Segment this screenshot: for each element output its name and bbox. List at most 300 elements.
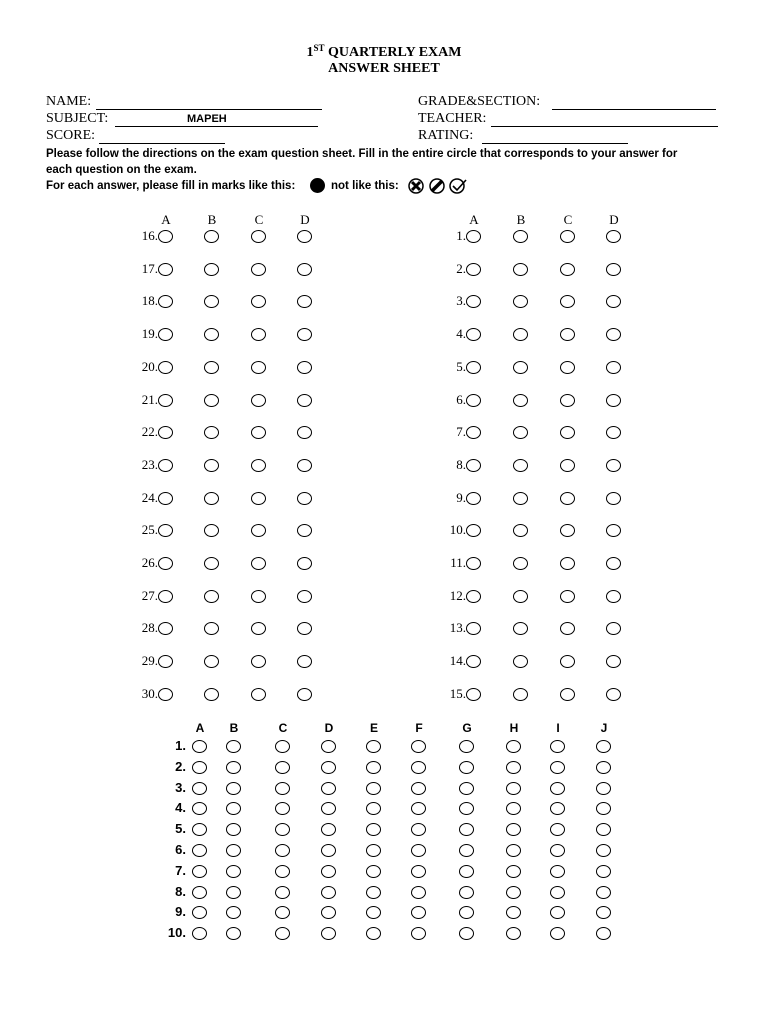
answer-bubble-g[interactable] [459, 865, 474, 878]
name-field[interactable] [96, 109, 322, 110]
answer-bubble-e[interactable] [366, 906, 381, 919]
answer-bubble-b[interactable] [513, 394, 528, 407]
answer-bubble-j[interactable] [596, 761, 611, 774]
answer-bubble-j[interactable] [596, 740, 611, 753]
answer-bubble-c[interactable] [560, 590, 575, 603]
answer-bubble-b[interactable] [226, 844, 241, 857]
grade-section-field[interactable] [552, 109, 716, 110]
answer-bubble-h[interactable] [506, 740, 521, 753]
answer-bubble-b[interactable] [226, 782, 241, 795]
question-number: 29. [141, 653, 158, 669]
question-number: 18. [141, 293, 158, 309]
answer-bubble-a[interactable] [192, 865, 207, 878]
answer-bubble-b[interactable] [226, 865, 241, 878]
answer-bubble-b[interactable] [513, 426, 528, 439]
answer-bubble-a[interactable] [158, 622, 173, 635]
answer-bubble-c[interactable] [251, 524, 266, 537]
score-field[interactable] [99, 143, 225, 144]
answer-bubble-d[interactable] [321, 844, 336, 857]
answer-bubble-a[interactable] [158, 230, 173, 243]
question-number: 5. [175, 821, 186, 837]
answer-bubble-f[interactable] [411, 927, 426, 940]
answer-bubble-b[interactable] [513, 622, 528, 635]
answer-bubble-f[interactable] [411, 761, 426, 774]
choice-header-c: C [278, 721, 288, 735]
answer-bubble-a[interactable] [192, 761, 207, 774]
answer-bubble-b[interactable] [226, 927, 241, 940]
answer-bubble-f[interactable] [411, 886, 426, 899]
question-number: 9. [456, 489, 466, 505]
answer-bubble-d[interactable] [606, 328, 621, 341]
answer-bubble-d[interactable] [606, 394, 621, 407]
answer-bubble-a[interactable] [158, 394, 173, 407]
answer-bubble-j[interactable] [596, 802, 611, 815]
title-main: QUARTERLY EXAM [328, 45, 462, 60]
answer-bubble-c[interactable] [560, 655, 575, 668]
answer-bubble-d[interactable] [297, 655, 312, 668]
answer-bubble-j[interactable] [596, 906, 611, 919]
answer-bubble-c[interactable] [275, 865, 290, 878]
answer-bubble-g[interactable] [459, 802, 474, 815]
answer-bubble-c[interactable] [251, 426, 266, 439]
answer-bubble-c[interactable] [560, 230, 575, 243]
question-number: 21. [141, 391, 158, 407]
question-number: 6. [175, 842, 186, 857]
answer-bubble-d[interactable] [606, 557, 621, 570]
answer-bubble-d[interactable] [321, 886, 336, 899]
answer-bubble-d[interactable] [606, 590, 621, 603]
answer-bubble-a[interactable] [466, 459, 481, 472]
answer-bubble-b[interactable] [513, 590, 528, 603]
answer-bubble-e[interactable] [366, 844, 381, 857]
answer-bubble-a[interactable] [466, 492, 481, 505]
answer-bubble-a[interactable] [466, 426, 481, 439]
answer-bubble-j[interactable] [596, 823, 611, 836]
answer-bubble-c[interactable] [251, 590, 266, 603]
answer-bubble-a[interactable] [192, 886, 207, 899]
answer-bubble-d[interactable] [321, 823, 336, 836]
answer-bubble-e[interactable] [366, 927, 381, 940]
choice-header-d: D [609, 212, 619, 227]
question-number: 24. [141, 489, 158, 505]
question-number: 25. [141, 522, 158, 538]
answer-bubble-d[interactable] [321, 802, 336, 815]
answer-bubble-d[interactable] [297, 622, 312, 635]
grade-section-label: GRADE&SECTION: [418, 94, 541, 109]
answer-bubble-i[interactable] [550, 802, 565, 815]
answer-bubble-d[interactable] [321, 782, 336, 795]
answer-bubble-a[interactable] [158, 688, 173, 701]
answer-bubble-a[interactable] [158, 492, 173, 505]
question-number: 19. [141, 326, 158, 342]
answer-bubble-e[interactable] [366, 886, 381, 899]
question-number: 26. [141, 555, 158, 570]
answer-bubble-b[interactable] [204, 688, 219, 701]
answer-bubble-b[interactable] [513, 361, 528, 374]
answer-bubble-j[interactable] [596, 844, 611, 857]
question-number: 7. [456, 424, 466, 440]
answer-bubble-b[interactable] [204, 361, 219, 374]
answer-bubble-b[interactable] [204, 426, 219, 439]
answer-bubble-f[interactable] [411, 823, 426, 836]
answer-bubble-c[interactable] [251, 263, 266, 276]
answer-bubble-a[interactable] [466, 361, 481, 374]
answer-bubble-c[interactable] [251, 459, 266, 472]
answer-bubble-c[interactable] [275, 823, 290, 836]
answer-bubble-c[interactable] [560, 361, 575, 374]
answer-bubble-b[interactable] [204, 328, 219, 341]
answer-bubble-a[interactable] [466, 295, 481, 308]
question-number: 2. [175, 758, 186, 774]
choice-header-i: I [556, 721, 560, 735]
question-number: 4. [175, 800, 186, 816]
choice-header-g: G [462, 721, 472, 735]
answer-bubble-d[interactable] [606, 492, 621, 505]
choice-header-d: D [300, 212, 310, 227]
filled-circle-icon [310, 178, 325, 193]
question-number: 13. [449, 620, 466, 636]
question-number: 27. [141, 587, 158, 603]
question-number: 1. [456, 228, 466, 243]
teacher-label: TEACHER: [418, 111, 487, 126]
answer-bubble-c[interactable] [275, 802, 290, 815]
answer-bubble-e[interactable] [366, 782, 381, 795]
answer-bubble-b[interactable] [204, 590, 219, 603]
answer-bubble-g[interactable] [459, 906, 474, 919]
answer-bubble-c[interactable] [560, 328, 575, 341]
choice-header-b: B [207, 212, 217, 227]
answer-bubble-j[interactable] [596, 865, 611, 878]
x-mark-icon [409, 179, 423, 193]
answer-bubble-b[interactable] [204, 263, 219, 276]
answer-bubble-d[interactable] [606, 263, 621, 276]
question-number: 11. [450, 555, 466, 570]
answer-bubble-f[interactable] [411, 782, 426, 795]
answer-bubble-d[interactable] [297, 459, 312, 472]
question-number: 6. [456, 391, 466, 407]
answer-bubble-e[interactable] [366, 740, 381, 753]
answer-bubble-g[interactable] [459, 844, 474, 857]
answer-bubble-a[interactable] [466, 688, 481, 701]
answer-bubble-a[interactable] [466, 263, 481, 276]
answer-bubble-b[interactable] [513, 688, 528, 701]
question-number: 8. [175, 883, 186, 899]
answer-bubble-f[interactable] [411, 865, 426, 878]
choice-header-a: A [195, 721, 205, 735]
answer-bubble-a[interactable] [192, 823, 207, 836]
answer-bubble-c[interactable] [251, 295, 266, 308]
answer-bubble-g[interactable] [459, 782, 474, 795]
answer-bubble-i[interactable] [550, 823, 565, 836]
answer-bubble-b[interactable] [226, 906, 241, 919]
answer-bubble-d[interactable] [606, 622, 621, 635]
answer-bubble-a[interactable] [466, 655, 481, 668]
answer-bubble-c[interactable] [275, 886, 290, 899]
answer-bubble-d[interactable] [606, 524, 621, 537]
question-number: 14. [449, 653, 466, 669]
name-label: NAME: [46, 94, 92, 109]
rating-field[interactable] [482, 143, 628, 144]
answer-bubble-c[interactable] [560, 492, 575, 505]
answer-bubble-g[interactable] [459, 823, 474, 836]
choice-header-d: D [324, 721, 334, 735]
answer-bubble-b[interactable] [513, 230, 528, 243]
question-number: 22. [141, 424, 158, 440]
exam-subtitle: ANSWER SHEET [328, 61, 440, 76]
question-number: 12. [449, 587, 466, 603]
answer-bubble-h[interactable] [506, 886, 521, 899]
answer-bubble-a[interactable] [466, 590, 481, 603]
answer-bubble-c[interactable] [275, 844, 290, 857]
answer-bubble-a[interactable] [466, 394, 481, 407]
answer-bubble-d[interactable] [297, 590, 312, 603]
answer-bubble-i[interactable] [550, 844, 565, 857]
answer-bubble-c[interactable] [275, 740, 290, 753]
answer-bubble-b[interactable] [513, 492, 528, 505]
choice-header-b: B [516, 212, 526, 227]
answer-bubble-a[interactable] [158, 263, 173, 276]
answer-bubble-a[interactable] [158, 655, 173, 668]
answer-bubble-b[interactable] [513, 459, 528, 472]
answer-bubble-d[interactable] [606, 688, 621, 701]
answer-bubble-d[interactable] [297, 295, 312, 308]
answer-bubble-c[interactable] [251, 655, 266, 668]
answer-bubble-f[interactable] [411, 906, 426, 919]
answer-bubble-a[interactable] [192, 927, 207, 940]
answer-bubble-e[interactable] [366, 823, 381, 836]
answer-bubble-c[interactable] [275, 761, 290, 774]
answer-bubble-f[interactable] [411, 802, 426, 815]
choice-header-f: F [415, 721, 423, 735]
answer-bubble-d[interactable] [297, 426, 312, 439]
answer-bubble-d[interactable] [321, 927, 336, 940]
answer-bubble-b[interactable] [204, 524, 219, 537]
question-number: 23. [141, 456, 158, 472]
answer-bubble-a[interactable] [158, 590, 173, 603]
question-number: 4. [456, 326, 466, 342]
choice-header-c: C [254, 212, 264, 227]
answer-bubble-a[interactable] [158, 361, 173, 374]
answer-bubble-c[interactable] [560, 426, 575, 439]
answer-bubble-i[interactable] [550, 740, 565, 753]
answer-bubble-h[interactable] [506, 823, 521, 836]
answer-bubble-g[interactable] [459, 927, 474, 940]
answer-bubble-a[interactable] [192, 906, 207, 919]
answer-bubble-c[interactable] [251, 557, 266, 570]
answer-bubble-h[interactable] [506, 906, 521, 919]
answer-bubble-b[interactable] [226, 823, 241, 836]
answer-bubble-h[interactable] [506, 927, 521, 940]
answer-bubble-a[interactable] [192, 844, 207, 857]
answer-bubble-d[interactable] [321, 740, 336, 753]
answer-bubble-a[interactable] [158, 328, 173, 341]
answer-bubble-d[interactable] [297, 524, 312, 537]
question-number: 9. [175, 904, 186, 920]
answer-bubble-a[interactable] [158, 557, 173, 570]
answer-bubble-a[interactable] [192, 782, 207, 795]
answer-bubble-c[interactable] [251, 622, 266, 635]
question-number: 20. [141, 358, 158, 374]
question-number: 3. [175, 779, 186, 795]
answer-bubble-h[interactable] [506, 761, 521, 774]
choice-header-j: J [600, 721, 608, 735]
answer-bubble-b[interactable] [204, 655, 219, 668]
question-number: 17. [141, 260, 158, 276]
answer-bubble-c[interactable] [251, 394, 266, 407]
question-number: 8. [456, 456, 466, 472]
answer-bubble-c[interactable] [251, 492, 266, 505]
answer-bubble-d[interactable] [297, 361, 312, 374]
answer-bubble-c[interactable] [275, 782, 290, 795]
answer-bubble-j[interactable] [596, 927, 611, 940]
answer-bubble-a[interactable] [466, 328, 481, 341]
answer-bubble-c[interactable] [560, 295, 575, 308]
question-number: 2. [456, 260, 466, 276]
answer-bubble-d[interactable] [606, 655, 621, 668]
answer-bubble-c[interactable] [560, 394, 575, 407]
answer-bubble-b[interactable] [204, 394, 219, 407]
answer-bubble-h[interactable] [506, 802, 521, 815]
answer-bubble-d[interactable] [297, 688, 312, 701]
answer-bubble-e[interactable] [366, 802, 381, 815]
answer-bubble-a[interactable] [466, 622, 481, 635]
answer-bubble-b[interactable] [204, 492, 219, 505]
exam-title [0, 43, 768, 61]
answer-bubble-a[interactable] [158, 295, 173, 308]
choice-header-a: A [161, 212, 171, 227]
answer-bubble-d[interactable] [606, 361, 621, 374]
answer-bubble-e[interactable] [366, 761, 381, 774]
answer-bubble-b[interactable] [226, 740, 241, 753]
question-number: 28. [141, 620, 158, 636]
answer-bubble-c[interactable] [560, 524, 575, 537]
answer-bubble-j[interactable] [596, 782, 611, 795]
answer-bubble-d[interactable] [297, 328, 312, 341]
answer-bubble-d[interactable] [321, 865, 336, 878]
score-label: SCORE: [46, 128, 96, 143]
question-number: 7. [175, 862, 186, 878]
answer-bubble-d[interactable] [297, 492, 312, 505]
choice-header-c: C [563, 212, 573, 227]
choice-header-a: A [469, 212, 479, 227]
answer-bubble-i[interactable] [550, 761, 565, 774]
answer-bubble-c[interactable] [560, 622, 575, 635]
answer-bubble-a[interactable] [466, 230, 481, 243]
answer-bubble-d[interactable] [606, 230, 621, 243]
question-number: 10. [449, 522, 466, 538]
answer-bubble-i[interactable] [550, 886, 565, 899]
answer-bubble-c[interactable] [275, 906, 290, 919]
answer-bubble-c[interactable] [251, 361, 266, 374]
instructions-line2: each question on the exam. [46, 164, 197, 176]
answer-bubble-f[interactable] [411, 740, 426, 753]
answer-bubble-a[interactable] [466, 524, 481, 537]
answer-bubble-b[interactable] [513, 524, 528, 537]
answer-bubble-a[interactable] [158, 459, 173, 472]
answer-bubble-b[interactable] [204, 295, 219, 308]
answer-bubble-d[interactable] [297, 557, 312, 570]
title-number: 1 [306, 45, 314, 60]
answer-bubble-h[interactable] [506, 865, 521, 878]
answer-bubble-b[interactable] [513, 328, 528, 341]
wrong-marks-icons [406, 176, 476, 196]
answer-bubble-b[interactable] [513, 295, 528, 308]
instructions-line1: Please follow the directions on the exam question sheet. Fill in the entire circle that corresponds to your answer for [46, 148, 678, 160]
question-number: 30. [141, 685, 158, 701]
answer-bubble-b[interactable] [204, 459, 219, 472]
question-number: 1. [175, 738, 186, 753]
answer-bubble-c[interactable] [560, 263, 575, 276]
answer-bubble-i[interactable] [550, 927, 565, 940]
answer-bubble-c[interactable] [251, 328, 266, 341]
answer-bubble-f[interactable] [411, 844, 426, 857]
answer-bubble-b[interactable] [204, 622, 219, 635]
answer-bubble-a[interactable] [192, 802, 207, 815]
answer-bubble-d[interactable] [606, 459, 621, 472]
check-mark-icon [450, 179, 466, 193]
marks-middle: not like this: [331, 180, 399, 192]
answer-bubble-j[interactable] [596, 886, 611, 899]
answer-bubble-i[interactable] [550, 906, 565, 919]
answer-bubble-c[interactable] [251, 230, 266, 243]
answer-bubble-a[interactable] [158, 524, 173, 537]
answer-bubble-d[interactable] [297, 394, 312, 407]
subject-field[interactable] [115, 126, 318, 127]
answer-bubble-b[interactable] [226, 802, 241, 815]
answer-bubble-d[interactable] [606, 426, 621, 439]
answer-bubble-b[interactable] [226, 761, 241, 774]
answer-bubble-b[interactable] [204, 557, 219, 570]
answer-bubble-a[interactable] [158, 426, 173, 439]
subject-value: MAPEH [187, 113, 227, 125]
choice-header-h: H [509, 721, 519, 735]
answer-bubble-c[interactable] [251, 688, 266, 701]
choice-header-e: E [369, 721, 378, 735]
answer-bubble-d[interactable] [297, 230, 312, 243]
answer-bubble-b[interactable] [226, 886, 241, 899]
answer-bubble-d[interactable] [606, 295, 621, 308]
question-number: 5. [456, 358, 466, 374]
answer-bubble-b[interactable] [513, 655, 528, 668]
answer-bubble-d[interactable] [321, 761, 336, 774]
answer-bubble-c[interactable] [275, 927, 290, 940]
answer-bubble-a[interactable] [192, 740, 207, 753]
answer-bubble-g[interactable] [459, 886, 474, 899]
answer-bubble-b[interactable] [204, 230, 219, 243]
subject-label: SUBJECT: [46, 111, 109, 126]
title-suffix: ST [313, 43, 325, 53]
answer-bubble-g[interactable] [459, 761, 474, 774]
answer-bubble-d[interactable] [321, 906, 336, 919]
answer-bubble-e[interactable] [366, 865, 381, 878]
answer-bubble-b[interactable] [513, 263, 528, 276]
answer-bubble-a[interactable] [466, 557, 481, 570]
answer-bubble-c[interactable] [560, 557, 575, 570]
answer-bubble-d[interactable] [297, 263, 312, 276]
answer-bubble-g[interactable] [459, 740, 474, 753]
answer-bubble-c[interactable] [560, 459, 575, 472]
answer-bubble-i[interactable] [550, 865, 565, 878]
rating-label: RATING: [418, 128, 474, 143]
question-number: 15. [449, 685, 466, 701]
teacher-field[interactable] [491, 126, 718, 127]
answer-bubble-b[interactable] [513, 557, 528, 570]
answer-bubble-h[interactable] [506, 782, 521, 795]
answer-bubble-h[interactable] [506, 844, 521, 857]
answer-bubble-c[interactable] [560, 688, 575, 701]
question-number: 3. [456, 293, 466, 309]
answer-bubble-i[interactable] [550, 782, 565, 795]
